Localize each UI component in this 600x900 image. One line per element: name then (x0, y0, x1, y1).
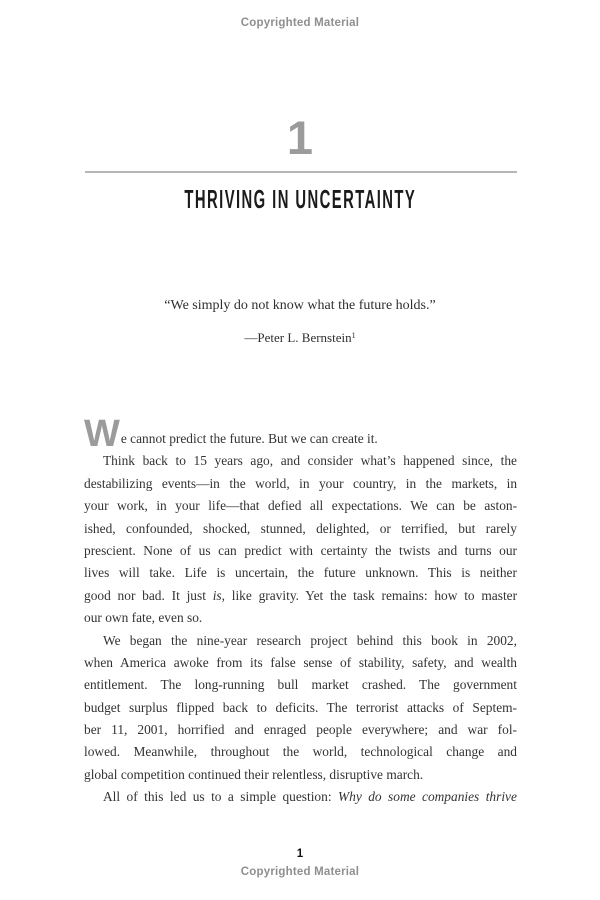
body-line (84, 697, 517, 719)
text-run: entitlement. The long-running bull market crashed. The government (84, 677, 517, 693)
text-run: our own fate, even so. (84, 610, 203, 626)
body-line (84, 741, 517, 763)
body-line (84, 413, 517, 455)
text-run: prescient. None of us can predict with certainty the twists and turns our (84, 542, 518, 558)
text-run: ished, confounded, shocked, stunned, delighted, or terrified, but rarely (84, 520, 517, 536)
text-run: lives will take. Life is uncertain, the future unknown. This is neither (84, 565, 517, 581)
chapter-title-text: THRIVING IN UNCERTAINTY (184, 184, 416, 214)
text-run: e cannot predict the future. But we can create it. (120, 431, 378, 446)
text-run: Why do some companies thrive (337, 789, 517, 805)
drop-cap: W (84, 413, 119, 455)
text-run: destabilizing events—in the world, in your country, in the markets, in (84, 475, 518, 491)
text-run: is (212, 587, 222, 603)
body-line (84, 719, 517, 741)
text-run: All of this led us to a simple question: (103, 789, 338, 805)
epigraph-attribution-text: —Peter L. Bernstein (244, 330, 352, 345)
body-line (84, 607, 517, 629)
body-line (84, 450, 517, 472)
page-number: 1 (296, 848, 304, 860)
body-line (84, 562, 517, 584)
chapter-rule (85, 171, 517, 173)
body-line (84, 674, 517, 696)
copyright-notice-bottom: Copyrighted Material (240, 866, 360, 878)
text-run: your work, in your life—that defied all expectations. We can be aston- (84, 498, 518, 514)
body-line (84, 786, 517, 808)
epigraph-quote: “We simply do not know what the future holds.” (164, 298, 436, 313)
body-line (84, 585, 517, 607)
text-run: lowed. Meanwhile, throughout the world, technological change and (84, 744, 517, 760)
body-line (84, 630, 517, 652)
body-text (84, 413, 518, 809)
text-run: budget surplus flipped back to deficits. The terrorist attacks of Septem- (84, 699, 518, 715)
chapter-title (0, 184, 600, 214)
body-line (84, 473, 517, 495)
chapter-number: 1 (286, 111, 314, 164)
body-line (84, 495, 517, 517)
epigraph-attribution (0, 329, 600, 347)
text-run: We began the nine-year research project behind this book in 2002, (103, 632, 517, 648)
text-run: ber 11, 2001, horrified and enraged people everywhere; and war fol- (84, 722, 518, 738)
copyright-notice-top: Copyrighted Material (240, 17, 360, 29)
text-run: Think back to 15 years ago, and consider what’s happened since, the (103, 453, 517, 469)
text-run: good nor bad. It just (84, 587, 213, 603)
body-line (84, 652, 517, 674)
footnote-marker: 1 (351, 331, 356, 340)
body-line (84, 764, 517, 786)
text-run: when America awoke from its false sense of stability, safety, and wealth (84, 654, 517, 670)
text-run: global competition continued their relentless, disruptive march. (84, 766, 424, 782)
body-line (84, 518, 517, 540)
text-run: , like gravity. Yet the task remains: how to master (221, 587, 518, 603)
body-line (84, 540, 517, 562)
